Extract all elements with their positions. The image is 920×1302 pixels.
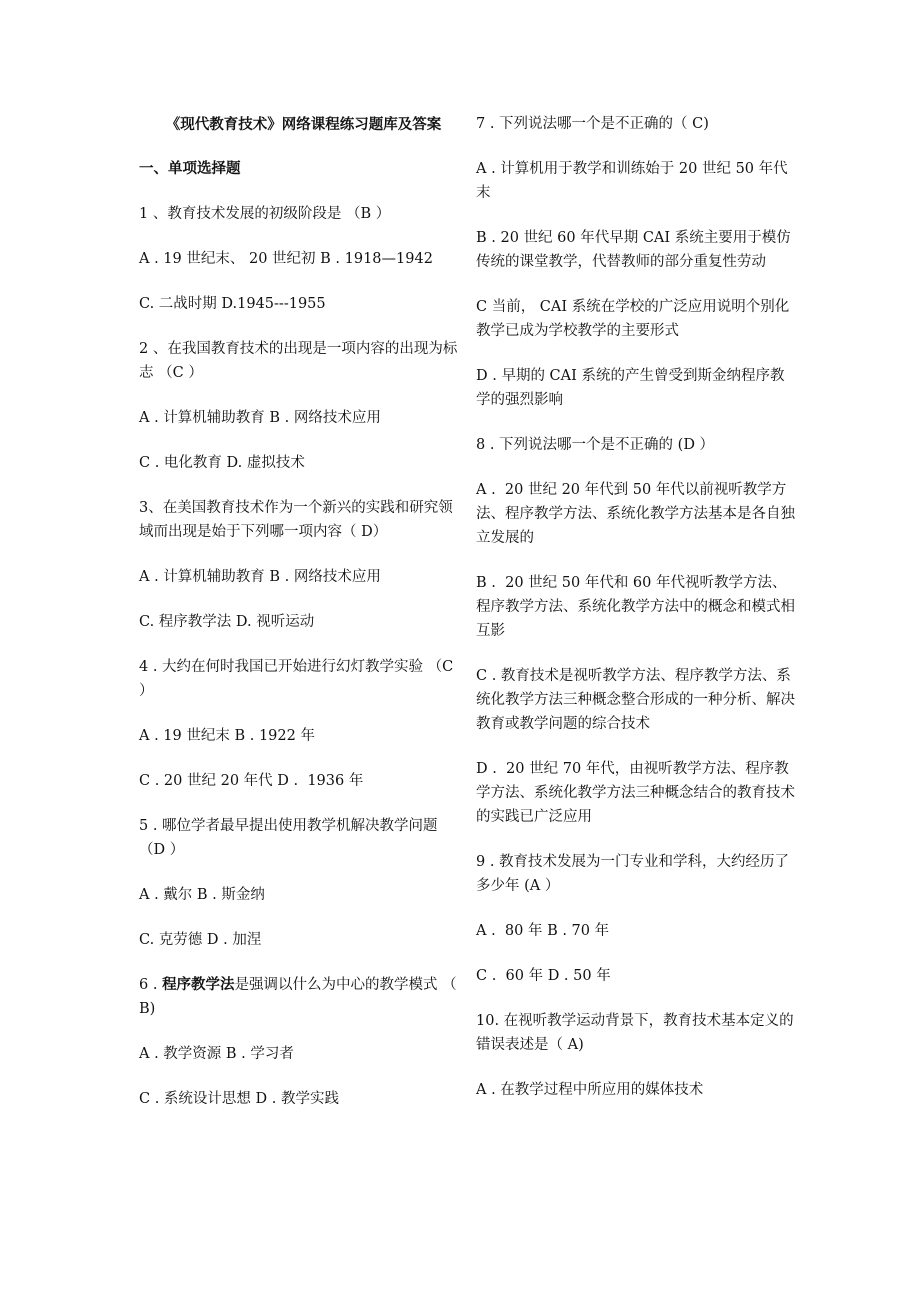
right-paragraph: 8 . 下列说法哪一个是不正确的 (D ）	[476, 437, 715, 453]
left-paragraph: 1 、教育技术发展的初级阶段是 （B ）	[139, 206, 391, 222]
right-paragraph: A . 计算机用于教学和训练始于 20 世纪 50 年代末	[476, 161, 788, 201]
right-paragraph: 9 . 教育技术发展为一门专业和学科，大约经历了多少年 (A ）	[476, 854, 790, 894]
right-column	[476, 112, 798, 1123]
left-paragraph: C . 电化教育 D. 虚拟技术	[139, 455, 305, 471]
left-paragraph: C . 20 世纪 20 年代 D . 1936 年	[139, 773, 364, 789]
right-paragraph: A . 在教学过程中所应用的媒体技术	[476, 1082, 704, 1098]
document-title: 《现代教育技术》网络课程练习题库及答案	[165, 116, 442, 133]
right-paragraph: D . 20 世纪 70 年代，由视听教学方法、程序教学方法、系统化教学方法三种概念结合的教育技术的实践已广泛应用	[476, 761, 795, 825]
left-paragraph: A . 教学资源 B . 学习者	[139, 1046, 294, 1062]
left-paragraph: C. 二战时期 D.1945---1955	[139, 296, 326, 312]
right-paragraph: A . 80 年 B . 70 年	[476, 923, 610, 939]
question-6	[139, 973, 464, 1021]
left-paragraph: A . 19 世纪末、 20 世纪初 B . 1918—1942	[139, 251, 433, 267]
right-paragraph: 10. 在视听教学运动背景下，教育技术基本定义的错误表述是（ A)	[476, 1013, 794, 1053]
left-paragraph: A . 戴尔 B . 斯金纳	[139, 887, 265, 903]
right-paragraph: C . 教育技术是视听教学方法、程序教学方法、系统化教学方法三种概念整合形成的一种分析、解决教育或教学问题的综合技术	[476, 668, 795, 732]
q6-suffix: 是强调以什么为中心的教学模式 （ B)	[139, 977, 462, 1017]
right-paragraph: B . 20 世纪 50 年代和 60 年代视听教学方法、程序教学方法、系统化教学方法中的概念和模式相互影	[476, 575, 795, 639]
left-paragraph: A . 计算机辅助教育 B . 网络技术应用	[139, 410, 381, 426]
right-paragraph: D . 早期的 CAI 系统的产生曾受到斯金纳程序教学的强烈影响	[476, 368, 785, 408]
right-paragraph: B . 20 世纪 60 年代早期 CAI 系统主要用于模仿传统的课堂教学，代替教师的部分重复性劳动	[476, 230, 791, 270]
left-column	[139, 112, 464, 1132]
left-paragraph: 4 . 大约在何时我国已开始进行幻灯教学实验 （C ）	[139, 659, 458, 699]
section-heading: 一、单项选择题	[139, 160, 241, 177]
left-paragraph: A . 19 世纪末 B . 1922 年	[139, 728, 315, 744]
right-paragraph: A . 20 世纪 20 年代到 50 年代以前视听教学方法、程序教学方法、系统化教学方法基本是各自独立发展的	[476, 482, 795, 546]
left-paragraph: A . 计算机辅助教育 B . 网络技术应用	[139, 569, 381, 585]
q6-prefix: 6 .	[139, 977, 163, 993]
left-paragraph: 3、在美国教育技术作为一个新兴的实践和研究领域而出现是始于下列哪一项内容（ D）	[139, 500, 453, 540]
left-paragraph: C. 程序教学法 D. 视听运动	[139, 614, 315, 630]
right-paragraph: C . 60 年 D . 50 年	[476, 968, 611, 984]
left-paragraph: C . 系统设计思想 D . 教学实践	[139, 1091, 339, 1107]
right-paragraph: 7 . 下列说法哪一个是不正确的（ C)	[476, 116, 709, 132]
left-paragraph: 5 . 哪位学者最早提出使用教学机解决教学问题 （D ）	[139, 818, 443, 858]
left-paragraph: 2 、在我国教育技术的出现是一项内容的出现为标志 （C ）	[139, 341, 458, 381]
right-paragraph: C 当前， CAI 系统在学校的广泛应用说明个别化教学已成为学校教学的主要形式	[476, 299, 790, 339]
left-paragraph: C. 克劳德 D . 加涅	[139, 932, 262, 948]
q6-bold-term: 程序教学法	[162, 976, 235, 993]
